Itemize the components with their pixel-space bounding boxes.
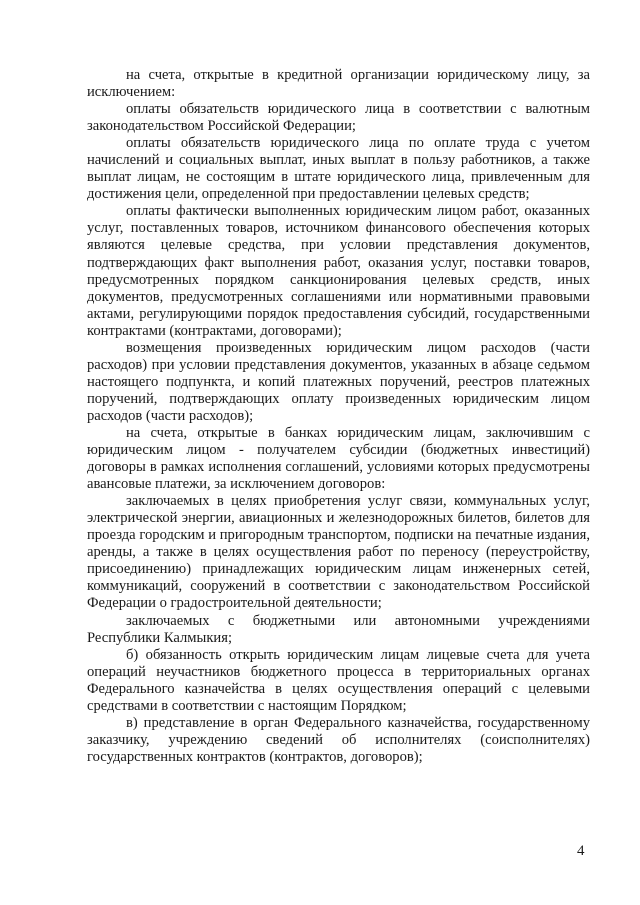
paragraph-accounts-credit-org: на счета, открытые в кредитной организации юридическому лицу, за исключением: [87,67,590,101]
paragraph-labor-payments: оплаты обязательств юридического лица по оплате труда с учетом начислений и социальных выплат, иных выплат в пользу работников, а также выплат лицам, не состоящим в штате юридического лица, привлеченным для достижения цели, определенной при предоставлении целевых средств; [87,135,590,203]
paragraph-item-b: б) обязанность открыть юридическим лицам лицевые счета для учета операций неучастников бюджетного процесса в территориальных органах Федерального казначейства в целях осуществления операций с целевыми средствами в соответствии с настоящим Порядком; [87,646,590,714]
paragraph-bank-accounts-advance: на счета, открытые в банках юридическим лицам, заключившим с юридическим лицом - получателем субсидии (бюджетных инвестиций) договоры в рамках исполнения соглашений, условиями которых предусмотрены авансовые платежи, за исключением договоров: [87,424,590,493]
page-number: 4 [577,843,585,859]
paragraph-completed-works-payment: оплаты фактически выполненных юридическим лицом работ, оказанных услуг, поставленных товаров, источником финансового обеспечения которых являются целевые средства, при условии представления документов, подтверждающих факт выполнения работ, оказания услуг, поставки товаров, предусмотренных порядком санкционирования целевых средств, иных документов, предусмотренных соглашениями или нормативными правовыми актами, регулирующими порядок предоставления субсидий, государственными контрактами (контрактами, договорами); [87,203,590,339]
paragraph-exceptions-institutions: заключаемых с бюджетными или автономными учреждениями Республики Калмыкия; [87,612,590,646]
paragraph-exceptions-services: заключаемых в целях приобретения услуг связи, коммунальных услуг, электрической энергии, авиационных и железнодорожных билетов, билетов для проезда городским и пригородным транспортом, подписки на печатные издания, аренды, а также в целях осуществления работ по переносу (переустройству, присоединению) принадлежащих юридическим лицам инженерных сетей, коммуникаций, сооружений в соответствии с законодательством Российской Федерации о градостроительной деятельности; [87,493,590,612]
paragraph-expense-reimbursement: возмещения произведенных юридическим лицом расходов (части расходов) при условии представления документов, указанных в абзаце седьмом настоящего подпункта, и копий платежных поручений, реестров платежных поручений, подтверждающих оплату произведенных юридическим лицом расходов (части расходов); [87,339,590,424]
paragraph-item-v: в) представление в орган Федерального казначейства, государственному заказчику, учреждению сведений об исполнителях (соисполнителях) государственных контрактов (контрактов, договоров); [87,714,590,765]
paragraph-currency-obligations: оплаты обязательств юридического лица в соответствии с валютным законодательством Российской Федерации; [87,101,590,135]
document-body [87,67,590,766]
